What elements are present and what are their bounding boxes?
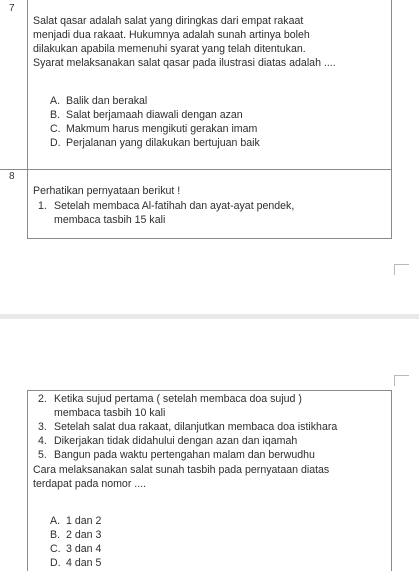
option-label: D. [50, 137, 61, 149]
statement-line: Bangun pada waktu pertengahan malam dan berwudhu [54, 449, 315, 461]
option-text: Salat berjamaah diawali dengan azan [66, 109, 243, 121]
question-8-option-d[interactable] [50, 556, 101, 570]
question-7-option-a[interactable] [50, 94, 147, 108]
page-break-band [0, 314, 419, 319]
statement-3 [38, 421, 337, 435]
question-7-text-line-4: Syarat melaksanakan salat qasar pada ilustrasi diatas adalah .... [33, 57, 336, 69]
option-text: Balik dan berakal [66, 95, 148, 107]
statement-label: 5. [38, 449, 47, 461]
question-7-text-line-2: menjadi dua rakaat. Hukumnya adalah sunah artinya boleh [33, 29, 310, 41]
table-bottom-border [27, 238, 392, 239]
option-text: Makmum harus mengikuti gerakan imam [66, 123, 258, 135]
statement-2 [38, 393, 302, 420]
statement-5 [38, 449, 315, 463]
question-8-number: 8 [9, 171, 15, 182]
question-8-option-b[interactable] [50, 528, 101, 542]
statement-line: membaca tasbih 15 kali [54, 213, 166, 226]
page-corner-mark [394, 264, 409, 275]
option-label: C. [50, 543, 61, 555]
question-7-option-c[interactable] [50, 122, 257, 136]
statement-1 [38, 200, 294, 227]
option-label: B. [50, 109, 61, 121]
statement-label: 3. [38, 421, 47, 433]
option-text: 3 dan 4 [66, 543, 102, 555]
question-8-option-c[interactable] [50, 542, 101, 556]
question-8-text-line-2: terdapat pada nomor .... [33, 478, 147, 490]
statement-4 [38, 435, 297, 449]
statement-line: Ketika sujud pertama ( setelah membaca doa sujud ) [54, 393, 302, 405]
statement-label: 4. [38, 435, 47, 447]
question-8-intro: Perhatikan pernyataan berikut ! [33, 185, 181, 197]
statement-label: 1. [38, 200, 47, 212]
option-text: 4 dan 5 [66, 557, 102, 569]
statement-line: membaca tasbih 10 kali [54, 406, 166, 419]
question-7-text-line-3: dilakukan apabila memenuhi syarat yang telah ditentukan. [33, 43, 306, 55]
table-right-border [391, 390, 392, 571]
question-7-option-d[interactable] [50, 136, 260, 150]
question-7-text-line-1: Salat qasar adalah salat yang diringkas dari empat rakaat [33, 15, 304, 27]
option-text: 1 dan 2 [66, 515, 102, 527]
statement-label: 2. [38, 393, 47, 405]
table-top-border [27, 390, 392, 391]
question-8-option-a[interactable] [50, 514, 101, 528]
page-corner-mark [394, 375, 409, 386]
statement-line: Setelah membaca Al-fatihah dan ayat-ayat pendek, [54, 200, 295, 212]
table-right-border [391, 0, 392, 238]
question-7-number: 7 [9, 3, 15, 14]
table-left-border [27, 0, 28, 238]
option-text: Perjalanan yang dilakukan bertujuan baik [66, 137, 260, 149]
option-text: 2 dan 3 [66, 529, 102, 541]
option-label: A. [50, 95, 61, 107]
row-divider [0, 169, 392, 170]
statement-line: Setelah salat dua rakaat, dilanjutkan membaca doa istikhara [54, 421, 338, 433]
option-label: A. [50, 515, 61, 527]
option-label: C. [50, 123, 61, 135]
option-label: B. [50, 529, 61, 541]
question-7-option-b[interactable] [50, 108, 243, 122]
option-label: D. [50, 557, 61, 569]
statement-line: Dikerjakan tidak didahului dengan azan dan iqamah [54, 435, 298, 447]
question-8-text-line-1: Cara melaksanakan salat sunah tasbih pada pernyataan diatas [33, 464, 330, 476]
table-left-border [27, 390, 28, 571]
